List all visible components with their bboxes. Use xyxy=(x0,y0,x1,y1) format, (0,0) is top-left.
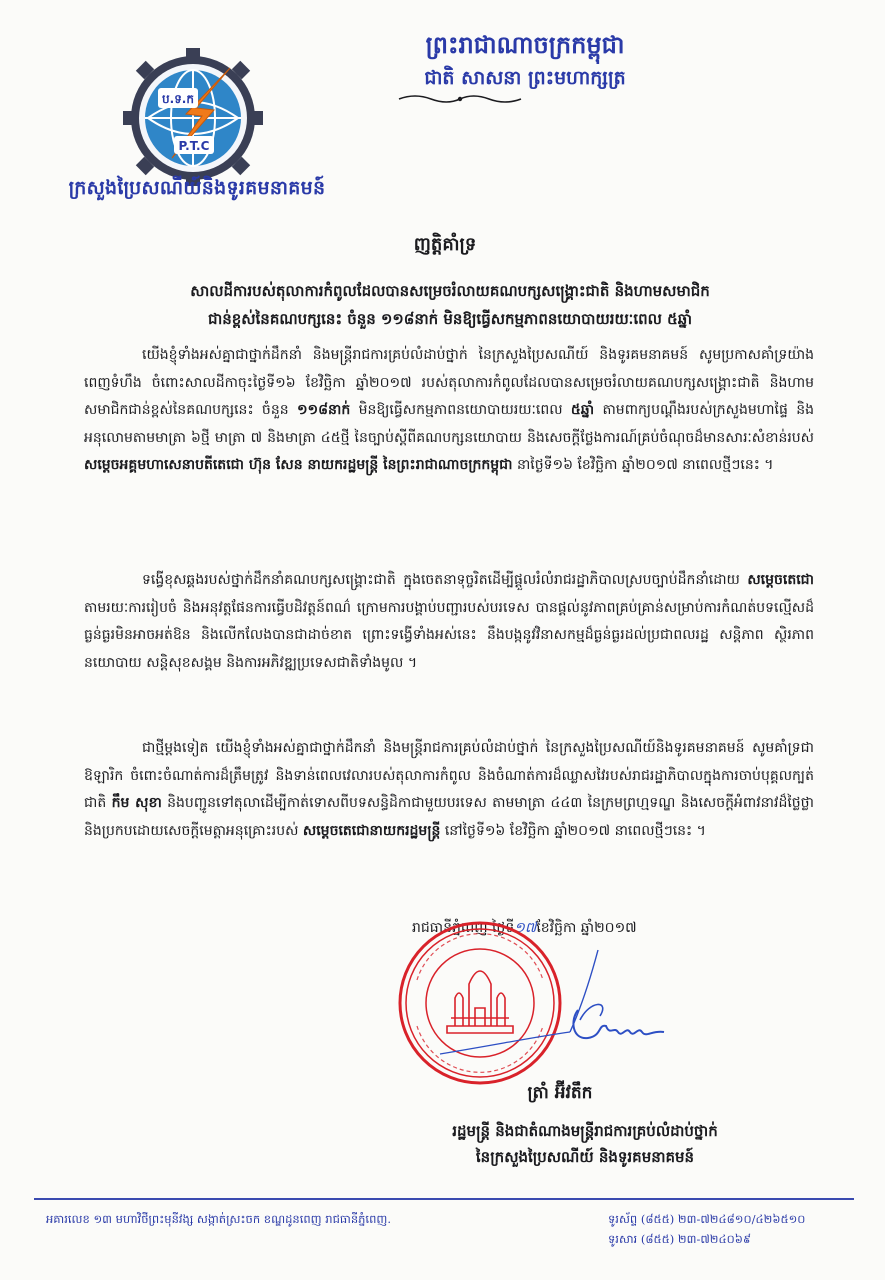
paragraph-1 xyxy=(84,342,814,480)
p2-leader: សម្តេចតេជោ xyxy=(747,572,814,588)
p1-text: មិនឱ្យធ្វើសកម្មភាពនយោបាយរយៈពេល xyxy=(350,402,571,418)
p3-prime-minister: សម្តេចតេជោនាយករដ្ឋមន្ត្រី xyxy=(302,822,441,839)
kingdom-title: ព្រះរាជាណាចក្រកម្ពុជា xyxy=(425,30,625,59)
date-suffix: ខែវិច្ឆិកា ឆ្នាំ២០១៧ xyxy=(536,920,637,936)
headline-line-2: ជាន់ខ្ពស់នៃគណបក្សនេះ ចំនួន ១១៨នាក់ មិនឱ្យធ្វើសកម្មភាពនយោបាយរយៈពេល ៥ឆ្នាំ xyxy=(207,310,693,328)
p1-count: ១១៨នាក់ xyxy=(296,402,351,418)
p1-text: តាមពាក្យបណ្តឹងរបស់ក្រសួងមហាផ្ទៃ និងអនុលោមតាមមាត្រា ៦ថ្មី មាត្រា ៧ និងមាត្រា ៤៥ថ្មី នៃច្បាប់ស្តីពីគណបក្សនយោបាយ និងសេចក្តីថ្លែងការណ៍គ្រប់ចំណុចដ៏មានសារៈសំខាន់របស់ xyxy=(84,402,814,446)
footer-divider xyxy=(34,1198,854,1200)
p1-text: នាថ្ងៃទី១៦ ខែវិច្ឆិកា ឆ្នាំ២០១៧ នាពេលថ្មីៗនេះ ។ xyxy=(512,457,774,473)
svg-text:P.T.C: P.T.C xyxy=(178,139,210,153)
signature-handwritten xyxy=(420,940,720,1090)
footer-fax: ទូរសារ (៨៥៥) ២៣-៧២៤០៦៩ xyxy=(608,1232,752,1246)
paragraph-3 xyxy=(84,735,814,845)
ornament-divider xyxy=(395,92,525,106)
p2-text: ទង្វើខុសឆ្គងរបស់ថ្នាក់ដឹកនាំគណបក្សសង្គ្រោះជាតិ ក្នុងចេតនាទុច្ចរិតដើម្បីផ្តួលរំលំរាជរដ្ឋាភិបាលស្របច្បាប់ដឹកនាំដោយ xyxy=(142,572,748,588)
date-day-handwritten: ១៧ xyxy=(514,920,537,936)
svg-text:ប.ទ.ក: ប.ទ.ក xyxy=(162,92,194,106)
paragraph-2 xyxy=(84,567,814,677)
p3-text: និងបញ្ជូនទៅតុលាដើម្បីកាត់ទោសពីបទសន្ធិដិកាជាមួយបរទេស តាមមាត្រា ៤៤៣ នៃក្រមព្រហ្មទណ្ឌ និងសេចក្តីអំពាវនាវដ៏ថ្លៃថ្លា និងប្រកបដោយសេចក្តីមេត្តាអនុគ្រោះរបស់ xyxy=(84,795,814,839)
p1-prime-minister: សម្តេចអគ្គមហាសេនាបតីតេជោ ហ៊ុន សែន នាយករដ្ឋមន្ត្រី នៃព្រះរាជាណាចក្រកម្ពុជា xyxy=(84,457,513,473)
footer-address: អគារលេខ ១៣ មហាវិថីព្រះមុនីវង្ស សង្កាត់ស្រះចក ខណ្ឌដូនពេញ រាជធានីភ្នំពេញ. xyxy=(46,1212,391,1226)
headline-line-1: សាលដីការបស់តុលាការកំពូលដែលបានសម្រេចរំលាយគណបក្សសង្គ្រោះជាតិ និងហាមសមាជិក xyxy=(190,282,710,300)
p2-text: តាមរយៈការរៀបចំ និងអនុវត្តផែនការធ្វើបដិវត្តន៍ពណ៌ ក្រោមការបង្គាប់បញ្ជារបស់បរទេស បានផ្តល់នូវភាពគ្រប់គ្រាន់សម្រាប់ការកំណត់បទល្មើសដ៏ធ្ងន់ធ្ងរមិនអាចអត់ឱន និងលើកលែងបានជាដាច់ខាត ព្រោះទង្វើទាំងអស់នេះ នឹងបង្កនូវវិនាសកម្មដ៏ធ្ងន់ធ្ងរដល់ប្រជាពលរដ្ឋ សន្តិភាព ស្ថិរភាពនយោបាយ សន្តិសុខសង្គម និងការអភិវឌ្ឍប្រទេសជាតិទាំងមូល ។ xyxy=(84,599,814,671)
p3-person: កឹម សុខា xyxy=(111,795,162,811)
document-type: ញត្តិគាំទ្រ xyxy=(413,234,477,255)
footer-telephone: ទូរស័ព្ទ (៨៥៥) ២៣-៧២៤៨១០/៤២៦៥១០ xyxy=(608,1212,806,1226)
ministry-logo xyxy=(118,46,268,186)
signer-title-line-1: រដ្ឋមន្ត្រី និងជាតំណាងមន្ត្រីរាជការគ្រប់លំដាប់ថ្នាក់ xyxy=(452,1122,718,1140)
signer-name: ត្រាំ អ៊ីវតឹក xyxy=(527,1083,593,1103)
p3-text: នៅថ្ងៃទី១៦ ខែវិច្ឆិកា ឆ្នាំ២០១៧ នាពេលថ្មីៗនេះ ។ xyxy=(440,822,706,839)
ministry-name: ក្រសួងប្រៃសណីយ៍និងទូរគមនាគមន៍ xyxy=(68,177,326,199)
signer-title-line-2: នៃក្រសួងប្រៃសណីយ៍ និងទូរគមនាគមន៍ xyxy=(475,1148,695,1166)
p3-text: ជាថ្មីម្តងទៀត យើងខ្ញុំទាំងអស់គ្នាជាថ្នាក់ដឹកនាំ និងមន្ត្រីរាជការគ្រប់លំដាប់ថ្នាក់ នៃក្រសួងប្រៃសណីយ៍និងទូរគមនាគមន៍ សូមគាំទ្រជាឱឡារិក ចំពោះចំណាត់ការដ៏ត្រឹមត្រូវ និងទាន់ពេលវេលារបស់តុលាការកំពូល និងចំណាត់ការដ៏ឈ្លាសវៃរបស់រាជរដ្ឋាភិបាលក្នុងការចាប់បុគ្គលក្បត់ជាតិ xyxy=(84,740,814,811)
p1-duration: ៥ឆ្នាំ xyxy=(570,402,595,418)
p1-text: យើងខ្ញុំទាំងអស់គ្នាជាថ្នាក់ដឹកនាំ និងមន្ត្រីរាជការគ្រប់លំដាប់ថ្នាក់ នៃក្រសួងប្រៃសណីយ៍ និងទូរគមនាគមន៍ សូមប្រកាសគាំទ្រយ៉ាងពេញទំហឹង ចំពោះសាលដីកាចុះថ្ងៃទី១៦ ខែវិច្ឆិកា ឆ្នាំ២០១៧ របស់តុលាការកំពូលដែលបានសម្រេចរំលាយគណបក្សសង្គ្រោះជាតិ និងហាមសមាជិកជាន់ខ្ពស់នៃគណបក្សនេះ ចំនួន xyxy=(84,347,814,418)
national-motto: ជាតិ សាសនា ព្រះមហាក្សត្រ xyxy=(424,67,626,89)
date-prefix: រាជធានីភ្នំពេញ ថ្ងៃទី xyxy=(412,920,515,936)
